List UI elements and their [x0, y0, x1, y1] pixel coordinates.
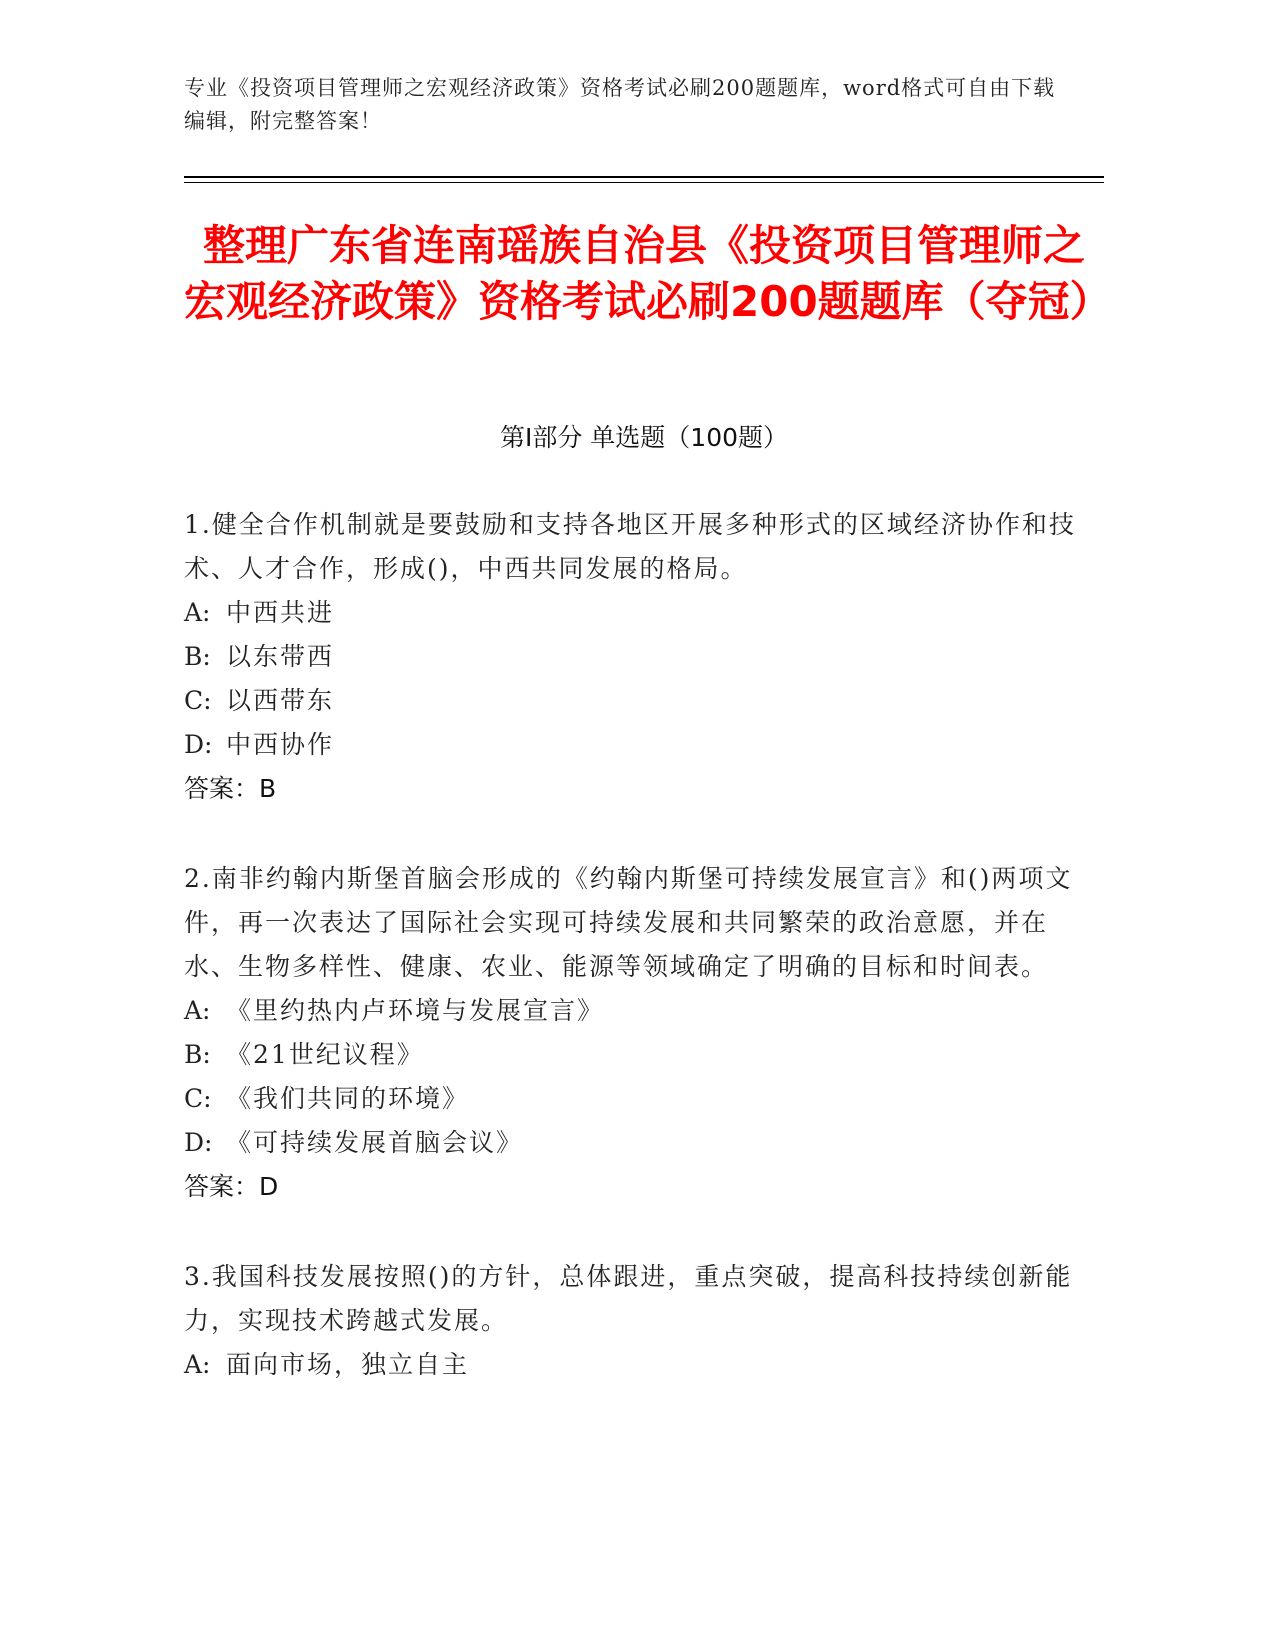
question-3: [184, 1255, 1084, 1387]
option-text: 以西带东: [226, 686, 335, 715]
document-title: 整理广东省连南瑶族自治县《投资项目管理师之宏观经济政策》资格考试必刷200题题库（夺冠）: [184, 221, 1112, 326]
header-divider-thick: [184, 176, 1104, 178]
option-key: B:: [184, 1040, 211, 1069]
option-c: [184, 679, 1084, 723]
option-d: [184, 1121, 1084, 1165]
option-text: 《我们共同的环境》: [226, 1084, 470, 1113]
option-text: 以东带西: [226, 642, 335, 671]
option-a: [184, 591, 1084, 635]
option-text: 面向市场，独立自主: [226, 1350, 470, 1379]
option-key: C:: [184, 1084, 212, 1113]
header-note: 专业《投资项目管理师之宏观经济政策》资格考试必刷200题题库，word格式可自由下载编辑，附完整答案！: [184, 76, 1056, 133]
option-key: D:: [184, 730, 213, 759]
question-stem: 1.健全合作机制就是要鼓励和支持各地区开展多种形式的区域经济协作和技术、人才合作，形成()，中西共同发展的格局。: [184, 510, 1076, 583]
question-2: [184, 857, 1084, 1209]
option-text: 《里约热内卢环境与发展宣言》: [226, 996, 605, 1025]
option-key: A:: [184, 598, 211, 627]
option-key: A:: [184, 1350, 211, 1379]
question-1: [184, 503, 1084, 811]
option-text: 《可持续发展首脑会议》: [226, 1128, 524, 1157]
question-list: [184, 503, 1084, 1433]
header-divider-thin: [184, 182, 1104, 183]
option-key: B:: [184, 642, 211, 671]
option-a: [184, 989, 1084, 1033]
option-key: A:: [184, 996, 211, 1025]
option-key: C:: [184, 686, 212, 715]
option-b: [184, 635, 1084, 679]
option-d: [184, 723, 1084, 767]
option-text: 《21世纪议程》: [226, 1040, 424, 1069]
option-c: [184, 1077, 1084, 1121]
option-text: 中西协作: [226, 730, 335, 759]
question-stem: 3.我国科技发展按照()的方针，总体跟进，重点突破，提高科技持续创新能力，实现技术跨越式发展。: [184, 1262, 1073, 1335]
option-key: D:: [184, 1128, 213, 1157]
answer: 答案：D: [184, 1172, 279, 1201]
answer: 答案：B: [184, 774, 277, 803]
option-a: [184, 1343, 1084, 1387]
question-stem: 2.南非约翰内斯堡首脑会形成的《约翰内斯堡可持续发展宣言》和()两项文件，再一次表达了国际社会实现可持续发展和共同繁荣的政治意愿，并在水、生物多样性、健康、农业、能源等领域确定了明确的目标和时间表。: [184, 864, 1073, 981]
section-title: 第I部分 单选题（100题）: [499, 423, 789, 452]
option-text: 中西共进: [226, 598, 335, 627]
option-b: [184, 1033, 1084, 1077]
